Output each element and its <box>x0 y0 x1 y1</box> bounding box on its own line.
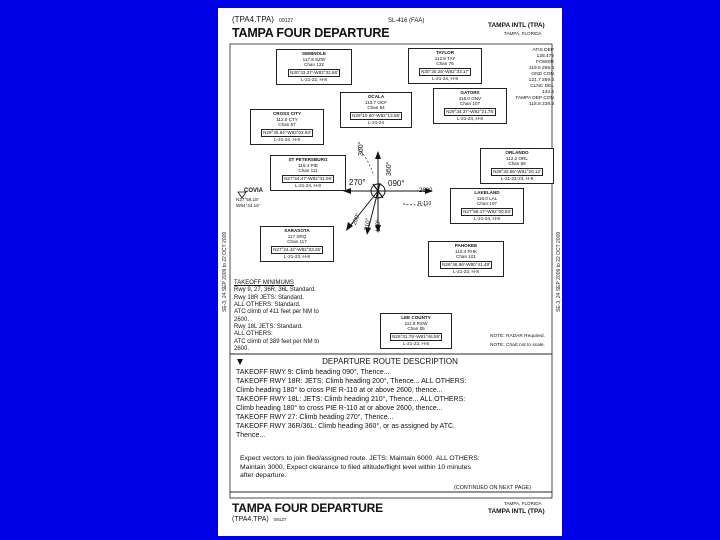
navaid-name: OCALA <box>367 94 385 99</box>
navaid-freq: 117 SRQ <box>287 233 307 239</box>
navaid-name: CROSS CITY <box>272 111 302 116</box>
route-line: TAKEOFF RWY 36R/36L: Climb heading 360°, or as assigned by ATC. <box>236 422 455 430</box>
minimums-line: ALL OTHERS: <box>234 331 273 338</box>
freq-line: 119.5 269.4 <box>529 65 554 71</box>
minimums-line: 2600. <box>234 345 250 352</box>
route-line: TAKEOFF RWY 27: Climb heading 270°, Thence... <box>236 413 394 421</box>
airport-name: TAMPA INTL (TPA) <box>488 22 545 29</box>
freq-line: 128.475 <box>536 53 554 59</box>
freq-line: GND CON <box>531 71 554 77</box>
navaid-coord: N26°46.96'-W80°41.49' <box>442 262 490 268</box>
navaid-freq: 116.0 LAL <box>476 195 498 201</box>
navaid-chan: Chan 107 <box>477 201 497 207</box>
chart-code-text: (TPA4.TPA) <box>232 15 274 24</box>
navaid-freq: 112.9 TAY <box>434 55 456 61</box>
navaid-box-ocala <box>340 92 412 128</box>
page-ref: SL-416 (FAA) <box>388 18 425 24</box>
navaid-name: LEE COUNTY <box>401 315 431 320</box>
navaid-chan: Chan 76 <box>436 61 454 67</box>
route-line: Climb heading 180° to cross PIE R-110 at or above 2600, thence... <box>236 404 443 412</box>
freq-line: ATIS DEP <box>532 48 554 53</box>
navaid-scale: L-21-24, H-8 <box>432 75 458 81</box>
navaid-freq: 113.7 OCF <box>364 99 388 105</box>
heading-360-left: 360° <box>358 141 365 156</box>
minimums-line: ATC climb of 411 feet per NM to <box>234 309 319 316</box>
navaid-coord: N27°59.17'-W82°00.83' <box>463 209 511 215</box>
radial-label: R-110 <box>418 201 432 207</box>
navaid-freq: 117.5 SZW <box>302 56 326 62</box>
navaid-freq: 115.4 PHK <box>455 248 477 254</box>
freq-line: TAMPA DEP CON <box>515 95 554 101</box>
navaid-coord: N29°35.94'-W83°02.93' <box>263 130 311 136</box>
navaid-box-pahokee <box>428 241 504 277</box>
navaid-chan: Chan 111 <box>298 168 318 174</box>
navaid-scale: L-21-24, H-8 <box>274 136 300 142</box>
navaid-box-gators <box>433 88 507 124</box>
heading-210: 210° <box>364 217 373 232</box>
navaid-chan: Chan 55 <box>407 326 425 332</box>
navaid-scale: L-21-23, H-8 <box>403 340 429 346</box>
minimums-line: ALL OTHERS: Standard. <box>234 301 301 308</box>
footer-code <box>232 516 286 523</box>
freq-line: 121.7 269.4 <box>528 77 554 83</box>
continued-note: (CONTINUED ON NEXT PAGE) <box>454 485 532 491</box>
footer-code-text: (TPA4.TPA) <box>232 516 269 523</box>
note-scale: NOTE: Chart not to scale. <box>490 343 545 348</box>
route-description-title: DEPARTURE ROUTE DESCRIPTION <box>322 357 458 366</box>
navaid-name: SARASOTA <box>284 228 310 233</box>
chart-code-suffix: 09127 <box>279 18 294 24</box>
expect-line: Expect vectors to join filed/assigned route. JETS: Maintain 6000. ALL OTHERS: <box>240 455 480 462</box>
navaid-coord: N30°30.28'-W82°33.17' <box>421 69 469 75</box>
navaid-chan: Chan 107 <box>460 101 480 107</box>
navaid-scale: L-21-22, H-8 <box>301 76 327 82</box>
navaid-name: PAHOKEE <box>454 243 478 248</box>
navaid-scale: L-21-24 <box>368 119 384 125</box>
footer-title: TAMPA FOUR DEPARTURE <box>232 501 383 515</box>
navaid-coord: N29°10.60'-W82°13.58' <box>352 113 400 119</box>
takeoff-minimums <box>234 280 319 353</box>
freq-line: 118.8 239.3 <box>529 101 554 107</box>
expect-block <box>240 455 550 481</box>
expect-line: after departure. <box>240 472 287 480</box>
navaid-chan: Chan 84 <box>367 105 385 111</box>
navaid-name: SEMINOLE <box>302 51 326 56</box>
navaid-name: ORLANDO <box>505 150 529 155</box>
navaid-chan: Chan 101 <box>456 254 476 260</box>
side-date-left: SE-3, 24 SEP 2009 to 22 OCT 2009 <box>222 231 228 312</box>
footer-city: TAMPA, FLORIDA <box>504 501 542 506</box>
navaid-freq: 112.0 CTY <box>276 116 298 122</box>
navaid-coord: N28°32.56'-W81°20.12' <box>493 169 541 175</box>
route-line: Thence... <box>236 431 266 439</box>
navaid-freq: 116.4 PIE <box>298 162 318 168</box>
chart-title: TAMPA FOUR DEPARTURE <box>232 26 390 40</box>
heading-360-right: 360° <box>386 161 393 176</box>
minimums-line: 2600. <box>234 316 250 323</box>
navaid-coord: N27°54.47'-W82°41.06' <box>284 176 332 182</box>
navaid-scale: L-21-23-24, H-8 <box>500 175 534 181</box>
freq-line: CLNC DEL <box>530 83 554 89</box>
navaid-scale: L-21-23, H-8 <box>284 253 310 259</box>
navaid-freq: 112.2 ORL <box>506 155 528 161</box>
note-radar: NOTE: RADAR Required. <box>490 334 545 339</box>
heading-270: 270° <box>349 178 366 187</box>
freq-line: FOWER <box>536 59 554 65</box>
navaid-freq: 111.8 RSW <box>404 320 428 326</box>
freq-line: 133.6 <box>541 89 554 95</box>
footer-airport: TAMPA INTL (TPA) <box>488 508 545 515</box>
navaid-scale: L-21-24, H-8 <box>295 182 321 188</box>
fix-covia-name: COVIA <box>244 188 264 194</box>
chart-sheet <box>218 8 562 536</box>
route-line: TAKEOFF RWY 18L: JETS: Climb heading 210°, Thence... ALL OTHERS: <box>236 395 466 403</box>
navaid-box-st-petersburg <box>270 155 346 191</box>
navaid-scale: L-21-24, H-8 <box>457 115 483 121</box>
fix-covia-lon: W84°44.16' <box>236 203 260 208</box>
navaid-box-lee-county <box>380 313 452 349</box>
navaid-name: ST PETERSBURG <box>288 157 328 162</box>
navaid-chan: Chan 59 <box>508 161 526 167</box>
route-line: Climb heading 180° to cross PIE R-110 at or above 2600, thence... <box>236 386 443 394</box>
minimums-line: Rwy 18R JETS: Standard. <box>234 294 305 301</box>
navaid-box-seminole <box>276 49 352 85</box>
navaid-coord: N27°24.42'-W82°33.25' <box>273 247 321 253</box>
navaid-coord: N30°33.37'-W83°32.66' <box>290 70 338 76</box>
side-date-right: SE-3, 24 SEP 2009 to 22 OCT 2009 <box>556 231 562 312</box>
navaid-box-lakeland <box>450 188 524 224</box>
route-line: TAKEOFF RWY 18R: JETS: Climb heading 200°, Thence... ALL OTHERS: <box>236 377 467 385</box>
airport-city: TAMPA, FLORIDA <box>504 31 542 36</box>
minimums-heading: TAKEOFF MINIMUMS <box>234 280 294 286</box>
navaid-chan: Chan 122 <box>304 62 324 68</box>
navaid-chan: Chan 117 <box>287 239 307 245</box>
altitude-2600: 2600 <box>419 188 433 194</box>
route-line: TAKEOFF RWY 9: Climb heading 090°, Thence... <box>236 369 390 376</box>
navaid-name: TAYLOR <box>435 50 455 55</box>
navaid-box-cross-city <box>250 109 324 145</box>
navaid-coord: N26°31.79'-W81°46.59' <box>392 334 440 340</box>
frequency-block <box>510 48 554 108</box>
navaid-box-orlando <box>480 148 554 184</box>
heading-090: 090° <box>388 179 405 188</box>
heading-200: 200° <box>352 212 362 227</box>
minimums-line: ATC climb of 389 feet per NM to <box>234 338 320 345</box>
footer-code-suffix: 09127 <box>273 517 287 522</box>
navaid-box-sarasota <box>260 226 334 262</box>
route-description <box>236 369 550 441</box>
navaid-scale: L-21-24, H-8 <box>474 215 500 221</box>
minimums-line: Rwy 9, 27, 36R, 36L Standard. <box>234 287 316 294</box>
heading-180: 180° <box>376 219 382 232</box>
minimums-line: Rwy 18L JETS: Standard. <box>234 323 303 330</box>
expect-line: Maintain 3000. Expect clearance to filed altitude/flight level within 10 minutes <box>240 463 471 471</box>
navaid-chan: Chan 57 <box>278 122 296 128</box>
navaid-coord: N29°34.37'-W82°21.76' <box>446 109 494 115</box>
fix-covia-lat: N27°56.18' <box>236 197 259 202</box>
navaid-box-taylor <box>408 48 482 84</box>
navaid-scale: L-21-23, H-8 <box>453 268 479 274</box>
navaid-name: GATORS <box>460 90 480 95</box>
navaid-name: LAKELAND <box>474 190 500 195</box>
navaid-freq: 116.0 GNV <box>458 95 482 101</box>
